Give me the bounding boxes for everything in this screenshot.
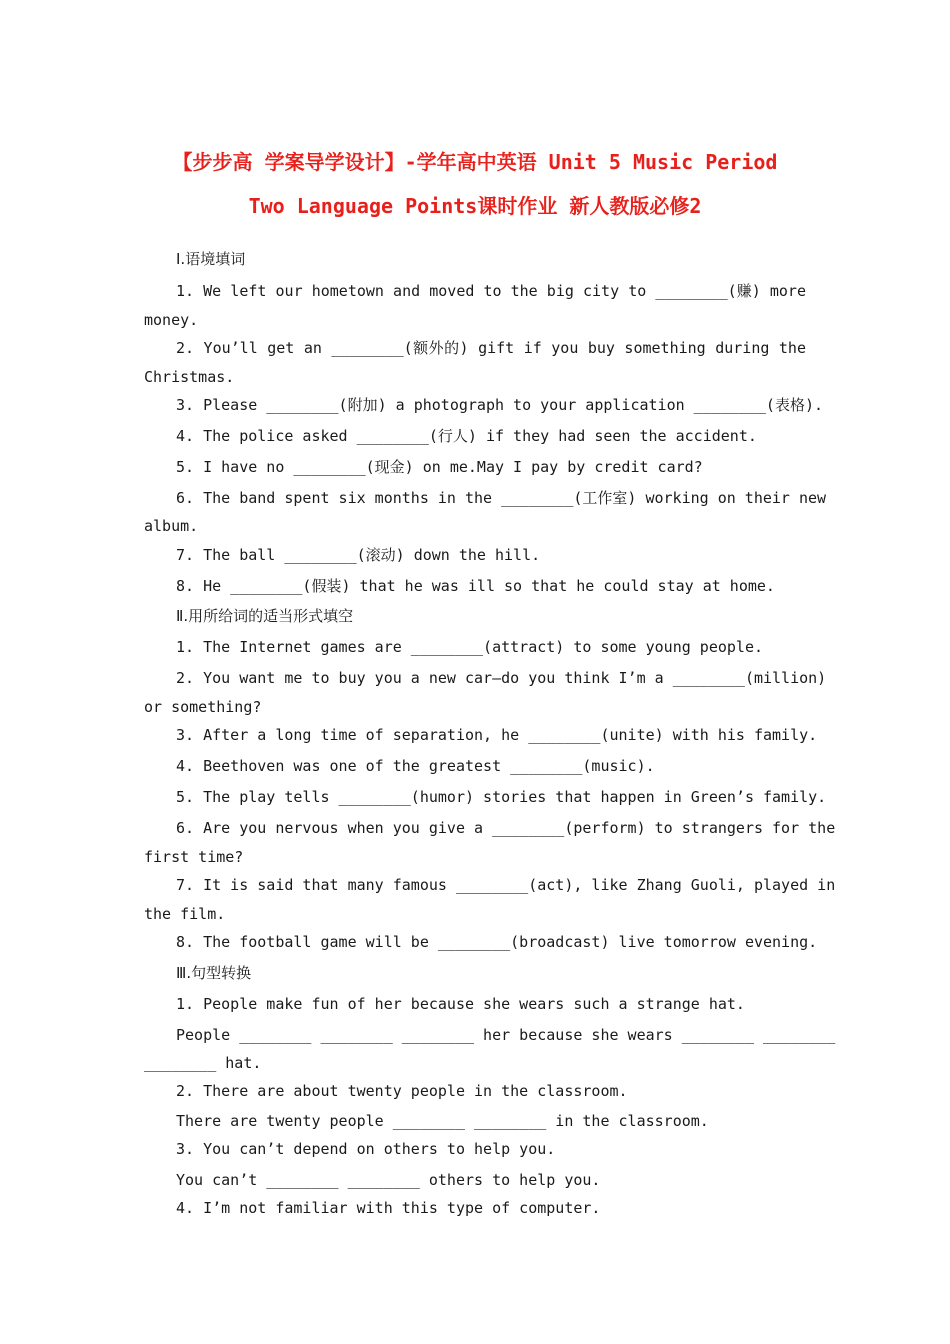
question-line: 4. I’m not familiar with this type of computer. [176,1199,601,1217]
question-line: album. [144,517,199,535]
question-line: 5. I have no ________(现金) on me.May I pay by credit card? [176,458,703,476]
answer-line: You can’t ________ ________ others to help you. [176,1171,601,1189]
question-line: Christmas. [144,368,235,386]
question-line: or something? [144,698,262,716]
question-line: 6. The band spent six months in the ________(工作室) working on their new [176,489,827,507]
question-line: first time? [144,848,244,866]
question-line: 7. It is said that many famous ________(act), like Zhang Guoli, played in [176,876,836,894]
document-title-line-1: 【步步高 学案导学设计】-学年高中英语 Unit 5 Music Period [172,150,778,174]
document-title-line-2: Two Language Points课时作业 新人教版必修2 [248,194,702,218]
question-line: the film. [144,905,226,923]
question-line: 8. He ________(假装) that he was ill so that he could stay at home. [176,577,775,595]
question-line: 2. There are about twenty people in the classroom. [176,1082,628,1100]
question-line: money. [144,311,199,329]
question-line: 1. The Internet games are ________(attract) to some young people. [176,638,763,656]
section-heading: Ⅲ.句型转换 [176,964,252,982]
question-line: 5. The play tells ________(humor) stories that happen in Green’s family. [176,788,827,806]
answer-line: There are twenty people ________ ________ in the classroom. [176,1112,709,1130]
section-heading: Ⅱ.用所给词的适当形式填空 [176,607,354,625]
answer-line: People ________ ________ ________ her because she wears ________ ________ [176,1026,836,1044]
answer-line: ________ hat. [144,1054,262,1072]
question-line: 4. The police asked ________(行人) if they had seen the accident. [176,427,757,445]
question-line: 4. Beethoven was one of the greatest ________(music). [176,757,655,775]
question-line: 3. After a long time of separation, he ________(unite) with his family. [176,726,818,744]
question-line: 2. You want me to buy you a new car—do you think I’m a ________(million) [176,669,827,687]
question-line: 3. Please ________(附加) a photograph to your application ________(表格). [176,396,823,414]
question-line: 1. We left our hometown and moved to the big city to ________(赚) more [176,282,806,300]
question-line: 6. Are you nervous when you give a ________(perform) to strangers for the [176,819,836,837]
question-line: 3. You can’t depend on others to help you. [176,1140,556,1158]
question-line: 2. You’ll get an ________(额外的) gift if you buy something during the [176,339,806,357]
section-heading: Ⅰ.语境填词 [176,250,246,268]
question-line: 7. The ball ________(滚动) down the hill. [176,546,541,564]
question-line: 1. People make fun of her because she wears such a strange hat. [176,995,745,1013]
question-line: 8. The football game will be ________(broadcast) live tomorrow evening. [176,933,818,951]
